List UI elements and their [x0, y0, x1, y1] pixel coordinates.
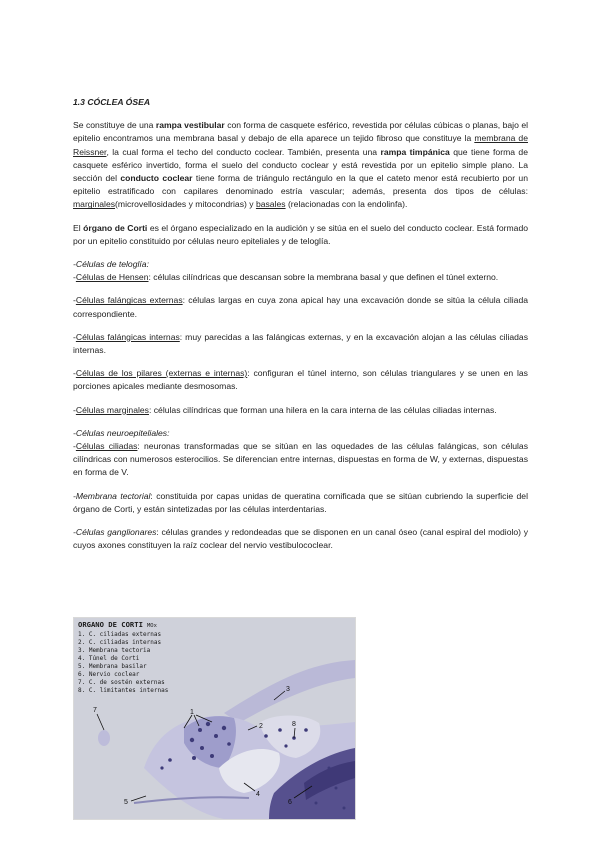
figure-label: 8: [292, 721, 296, 728]
paragraph-tectorial: -Membrana tectorial: constituida por capas unidas de queratina cornificada que se sitúan cubriendo la superficie del órgano de Corti, y están sintetizadas por las células interdentarias.: [73, 490, 528, 514]
paragraph-falangicas-externas: -Células falángicas externas: células largas en cuya zona apical hay una excavación donde se sitúa la célula ciliada correspondiente.: [73, 295, 528, 319]
legend-item: 4. Túnel de Corti: [78, 655, 140, 662]
teloglia-heading: -Células de teloglía:: [73, 259, 149, 270]
document-body: [73, 96, 528, 562]
figure-label: 7: [93, 707, 97, 714]
legend-item: 6. Nervio coclear: [78, 671, 140, 678]
figure-label: 6: [288, 799, 292, 806]
figure-magnification: MOx: [147, 623, 157, 629]
legend-item: 5. Membrana basilar: [78, 663, 147, 670]
section-heading: 1.3 CÓCLEA ÓSEA: [73, 97, 151, 107]
paragraph-corti: El órgano de Corti es el órgano especializado en la audición y se sitúa en el suelo del conducto coclear. Está formado por un epitelio constituido por células neuro epiteliales y de teloglía.: [73, 222, 529, 246]
figure-label: 2: [259, 723, 263, 730]
teloglia-block: -Células de teloglía: -Células de Hensen: células cilíndricas que descansan sobre la membrana basal y que definen el túnel externo.: [73, 259, 499, 283]
figure-label: 4: [256, 791, 260, 798]
neuroepiteliales-heading: -Células neuroepiteliales:: [73, 427, 170, 438]
legend-item: 2. C. ciliadas internas: [78, 639, 162, 646]
paragraph-marginales: -Células marginales: células cilíndricas que forman una hilera en la cara interna de las células ciliadas internas.: [73, 404, 497, 415]
paragraph-ganglionares: -Células ganglionares: células grandes y redondeadas que se disponen en un canal óseo (canal espiral del modiolo) y cuyos axones constituyen la raíz coclear del nervio vestibulococlear.: [73, 527, 529, 551]
support-cell: [98, 730, 110, 746]
figure-label: 1: [190, 709, 194, 716]
figure-label: 3: [286, 686, 290, 693]
organ-of-corti-micrograph: [73, 617, 356, 820]
legend-item: 3. Membrana tectoria: [78, 647, 151, 654]
paragraph-pilares: -Células de los pilares (externas e internas): configuran el túnel interno, son células triangulares y se unen en las porciones apicales mediante desmosomas.: [73, 368, 528, 392]
legend-item: 8. C. limitantes internas: [78, 687, 169, 694]
paragraph-coclea: Se constituye de una rampa vestibular con forma de casquete esférico, revestida por células cúbicas o planas, bajo el epitelio encontramos una membrana basal y debajo de ella aparece un tejido fibroso que constituye la membrana de Reissner, la cual forma el techo del conducto coclear. También, presenta una rampa timpánica que tiene forma de casquete esférico invertido, forma el suelo del conducto coclear y está revestida por un epitelio simple plano. La sección del conducto coclear tiene forma de triángulo rectángulo en la que el cateto menor está recubierto por un epitelio estratificado con capilares denominado estría vascular; además, presenta dos tipos de células: marginales(microvellosidades y mitocondrias) y basales (relacionadas con la endolinfa).: [73, 120, 529, 210]
figure-title: ORGANO DE CORTI: [78, 620, 143, 629]
legend-item: 1. C. ciliadas externas: [78, 631, 162, 638]
neuroepiteliales-block: -Células neuroepiteliales: -Células ciliadas: neuronas transformadas que se sitúan en las oquedades de las células falángicas, son células cilíndricas con numerosos esterocilios. Se diferencian entre internas, dispuestas en forma de W, y externas, dispuestas en forma de V.: [73, 427, 528, 478]
paragraph-falangicas-internas: -Células falángicas internas: muy parecidas a las falángicas externas, y en la excavación alojan a las células ciliadas internas.: [73, 331, 528, 356]
figure-label: 5: [124, 799, 128, 806]
legend-item: 7. C. de sostén externas: [78, 679, 165, 686]
